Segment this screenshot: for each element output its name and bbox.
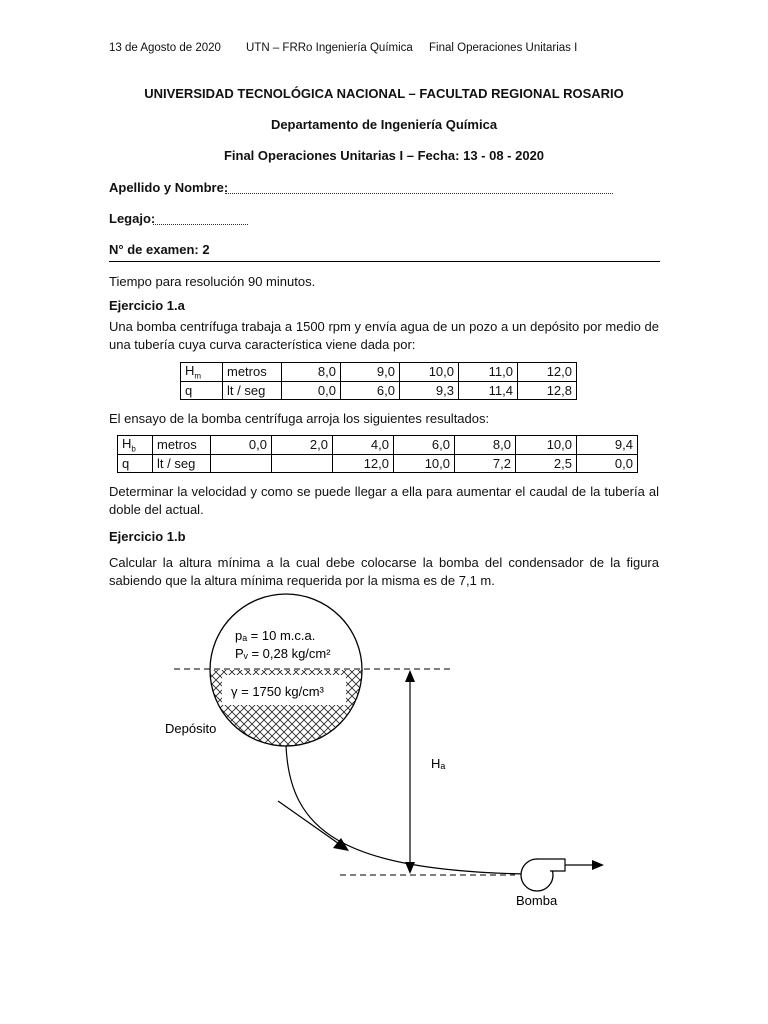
pa-label: pₐ = 10 m.c.a.	[235, 628, 316, 643]
header-institution: UTN – FRRo Ingeniería Química	[246, 42, 413, 54]
table-cell: $H_b$	[118, 436, 153, 455]
table-cell: 12,8	[518, 381, 577, 399]
table-cell: 9,4	[577, 436, 638, 455]
exam-number: N° de examen: 2	[109, 242, 210, 257]
table-cell: metros	[153, 436, 211, 455]
table-cell: q	[181, 381, 223, 399]
pv-label: Pᵥ = 0,28 kg/cm²	[235, 646, 331, 661]
table-cell: 8,0	[455, 436, 516, 455]
arrow-up-icon	[405, 670, 415, 682]
tank-label: Depósito	[165, 721, 217, 736]
table-cell: 0,0	[282, 381, 341, 399]
pump-test-intro: El ensayo de la bomba centrífuga arroja los siguientes resultados:	[109, 411, 490, 426]
exercise-1a-title: Ejercicio 1.a	[109, 298, 185, 313]
exam-title: Final Operaciones Unitarias I – Fecha: 13 - 08 - 2020	[223, 148, 545, 163]
table-cell: 11,4	[459, 381, 518, 399]
table-cell: $H_m$	[181, 363, 223, 382]
table-cell: 0,0	[211, 436, 272, 455]
table-cell: 6,0	[341, 381, 400, 399]
table-cell: lt / seg	[223, 381, 282, 399]
table-cell: 12,0	[518, 363, 577, 382]
table-cell: 12,0	[333, 454, 394, 472]
table-cell: 9,0	[341, 363, 400, 382]
department-title: Departamento de Ingeniería Química	[270, 117, 498, 132]
gamma-label: γ = 1750 kg/cm³	[231, 684, 324, 699]
exercise-1b-text: Calcular la altura mínima a la cual debe colocarse la bomba del condensador de la figura sabiendo que la altura mínima requerida por la misma es de 7,1 m.	[109, 555, 659, 588]
pump-label: Bomba	[516, 893, 558, 908]
table-cell: 4,0	[333, 436, 394, 455]
table-cell: q	[118, 454, 153, 472]
exercise-1a-text: Una bomba centrífuga trabaja a 1500 rpm y envía agua de un pozo a un depósito por medio de una tubería cuya curva característica viene dada por:	[109, 319, 659, 352]
legajo-label: Legajo:	[109, 211, 156, 226]
table-cell: metros	[223, 363, 282, 382]
table-cell: 11,0	[459, 363, 518, 382]
exercise-1a-question: Determinar la velocidad y como se puede llegar a ella para aumentar el caudal de la tubería al doble del actual.	[109, 484, 659, 517]
exercise-1b-title: Ejercicio 1.b	[109, 529, 186, 544]
table-cell: 2,0	[272, 436, 333, 455]
table-cell: 10,0	[516, 436, 577, 455]
table-cell: lt / seg	[153, 454, 211, 472]
name-label: Apellido y Nombre:	[109, 180, 229, 195]
arrow-down-icon	[405, 862, 415, 874]
header-date: 13 de Agosto de 2020	[109, 42, 221, 54]
table-cell: 10,0	[394, 454, 455, 472]
table-cell: 7,2	[455, 454, 516, 472]
table-cell: 2,5	[516, 454, 577, 472]
table-cell: 6,0	[394, 436, 455, 455]
height-label: Hₐ	[431, 756, 446, 771]
table-cell: 8,0	[282, 363, 341, 382]
time-note: Tiempo para resolución 90 minutos.	[109, 274, 316, 289]
flow-arrow	[278, 801, 342, 846]
header-course: Final Operaciones Unitarias I	[429, 42, 578, 54]
university-title: UNIVERSIDAD TECNOLÓGICA NACIONAL – FACULTAD REGIONAL ROSARIO	[144, 86, 624, 101]
table-cell: 9,3	[400, 381, 459, 399]
table-cell: 0,0	[577, 454, 638, 472]
suction-pipe	[286, 746, 525, 874]
table-cell: 10,0	[400, 363, 459, 382]
discharge-arrow-icon	[592, 860, 604, 870]
